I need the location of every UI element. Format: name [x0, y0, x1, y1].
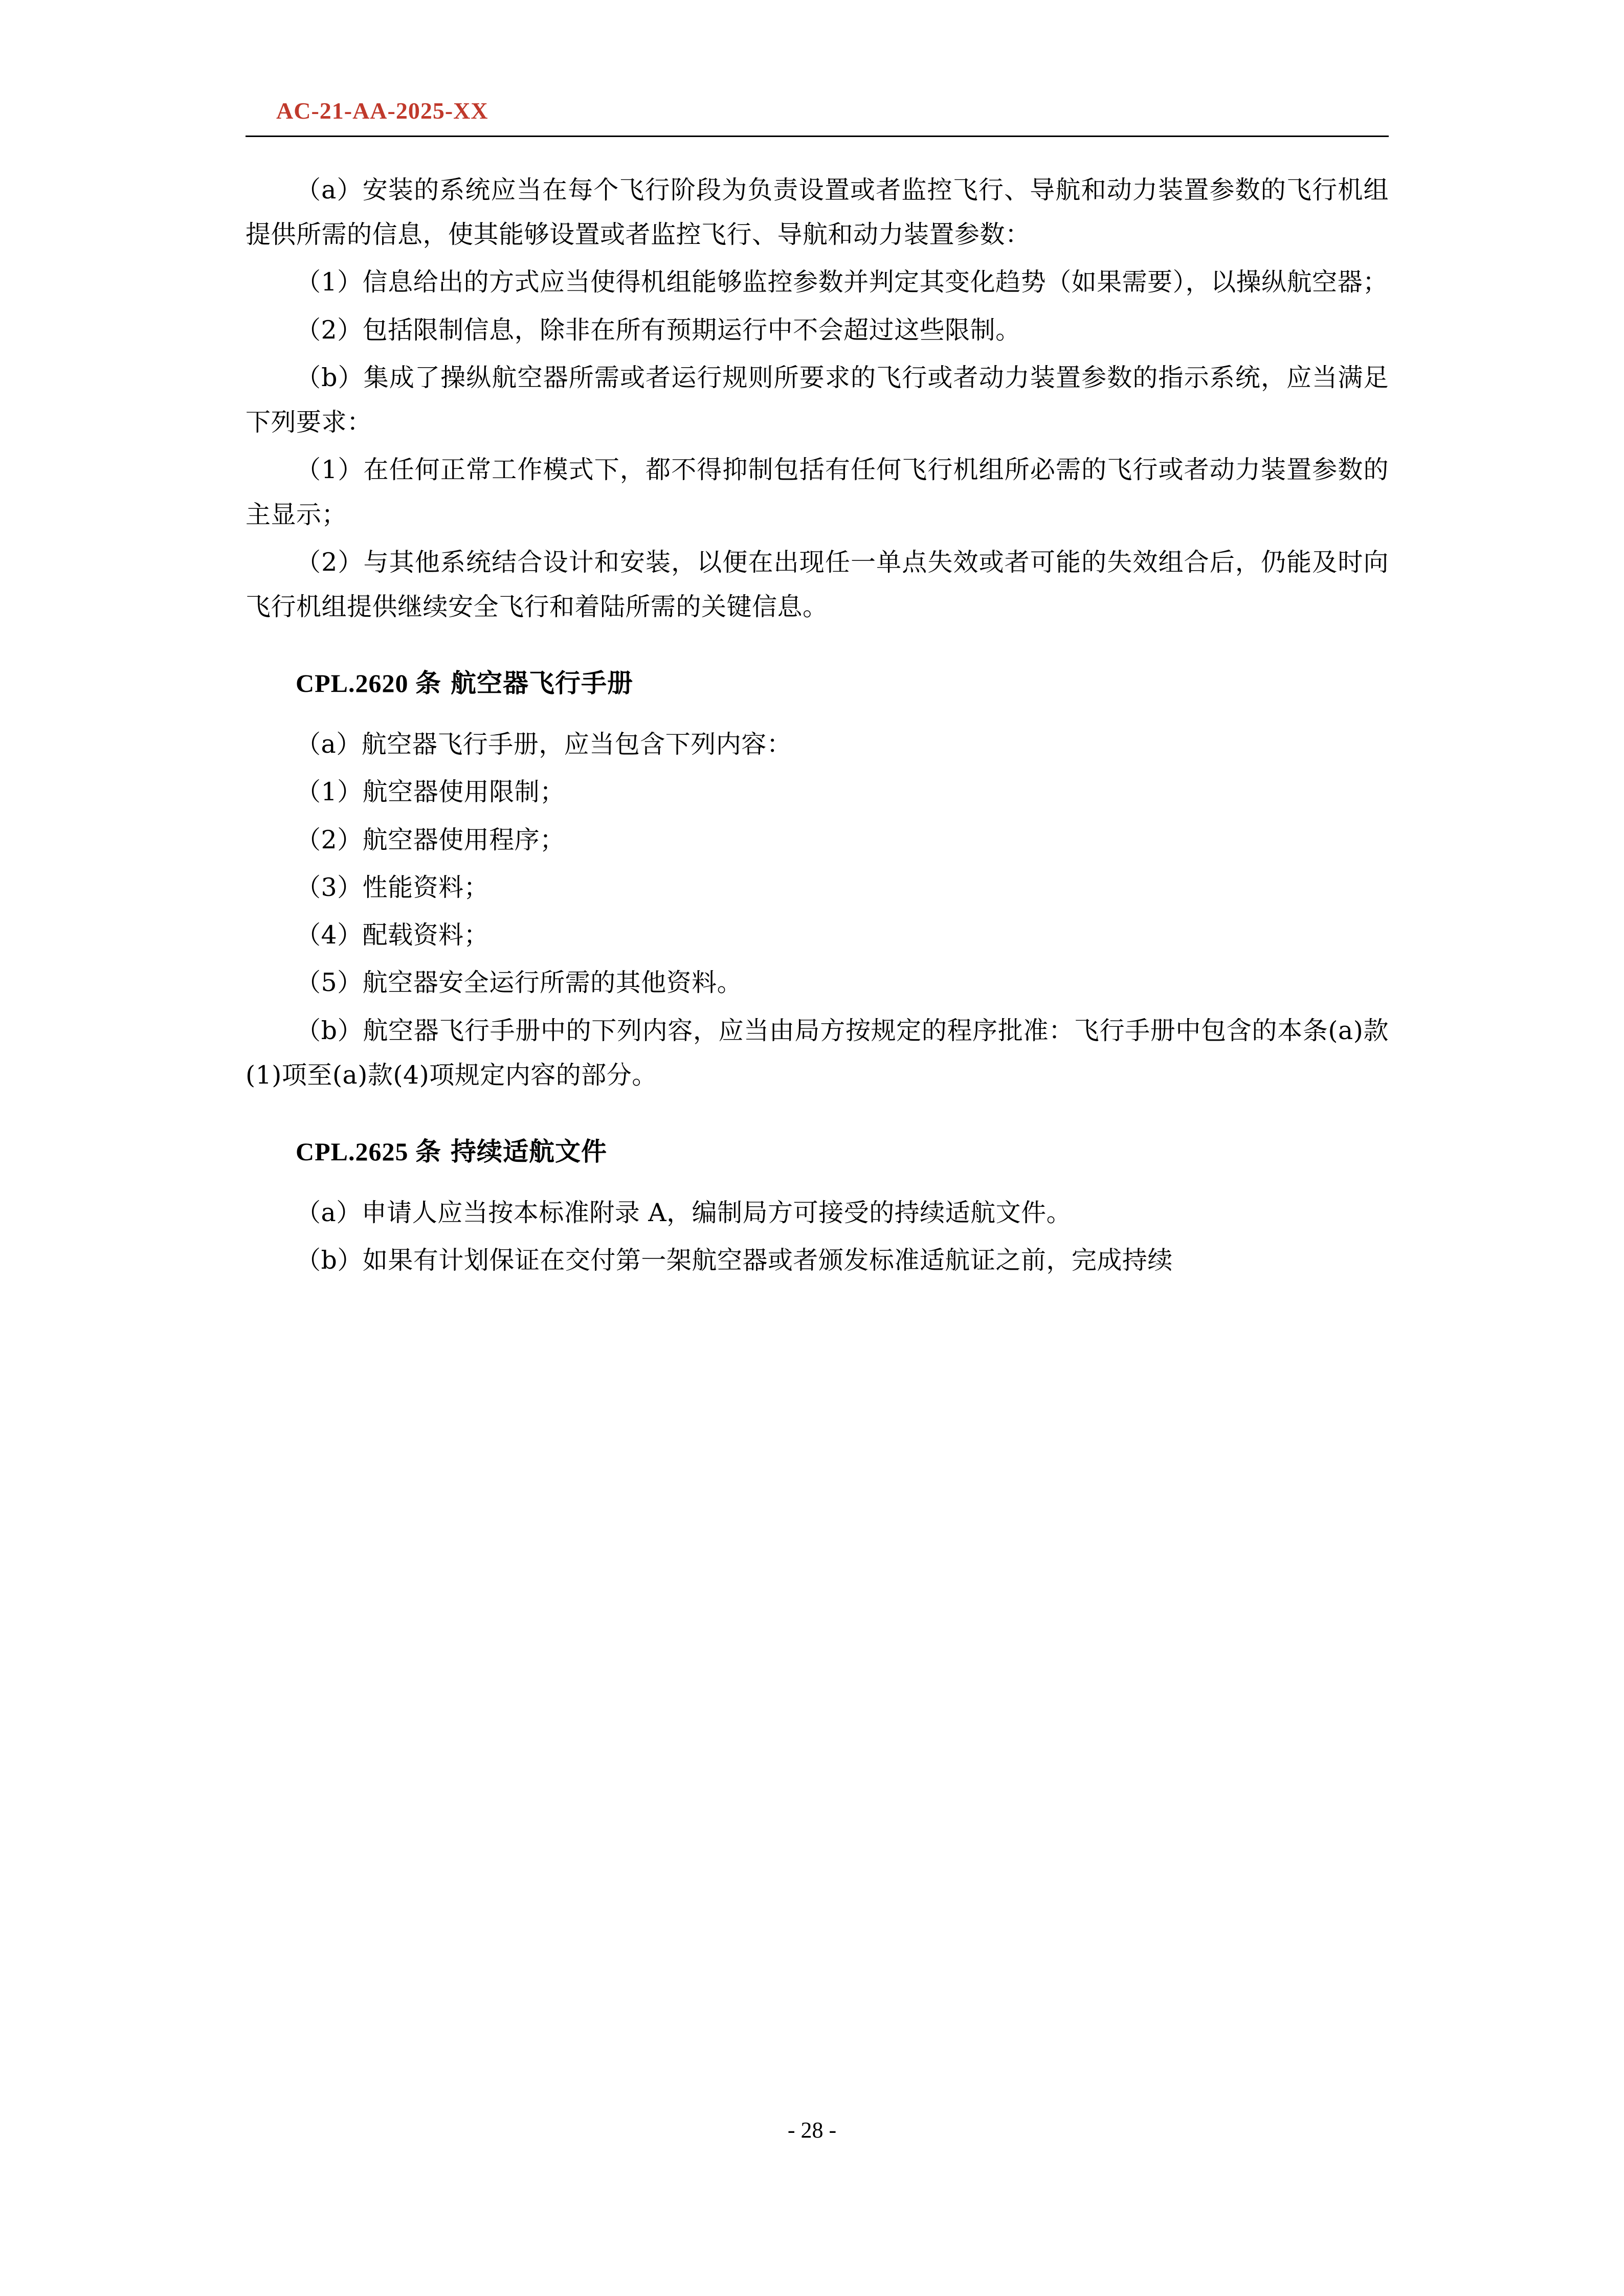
paragraph-b-integrated: （b）集成了操纵航空器所需或者运行规则所要求的飞行或者动力装置参数的指示系统，应当满足下列要求： — [246, 363, 1389, 437]
list-item: （2）航空器使用程序； — [296, 825, 565, 854]
paragraph-b-1: （1）在任何正常工作模式下，都不得抑制包括有任何飞行机组所必需的飞行或者动力装置参数的主显示； — [246, 455, 1389, 529]
list-item: （4）配载资料； — [296, 920, 490, 950]
page-header — [246, 97, 1389, 137]
page-content — [246, 97, 1389, 1286]
paragraph-b-2: （2）与其他系统结合设计和安装，以便在出现任一单点失效或者可能的失效组合后，仍能及时向飞行机组提供继续安全飞行和着陆所需的关键信息。 — [246, 547, 1389, 621]
section-2625-paragraph-b: （b）如果有计划保证在交付第一架航空器或者颁发标准适航证之前，完成持续 — [296, 1246, 1173, 1275]
paragraph-a-2: （2）包括限制信息，除非在所有预期运行中不会超过这些限制。 — [296, 315, 1021, 345]
section-2625-paragraph-a: （a）申请人应当按本标准附录 A，编制局方可接受的持续适航文件。 — [296, 1198, 1072, 1227]
list-item: （1）航空器使用限制； — [296, 777, 565, 807]
section-heading-2625 — [246, 1131, 1389, 1168]
section-number-2620: CPL.2620 条 — [296, 669, 441, 698]
page-number: - 28 - — [787, 2118, 837, 2143]
document-code: AC-21-AA-2025-XX — [276, 98, 488, 124]
paragraph-a-systems: （a）安装的系统应当在每个飞行阶段为负责设置或者监控飞行、导航和动力装置参数的飞行机组提供所需的信息，使其能够设置或者监控飞行、导航和动力装置参数： — [246, 175, 1389, 250]
section-title-2620: 航空器飞行手册 — [451, 669, 633, 698]
section-heading-2620 — [246, 663, 1389, 700]
list-item: （3）性能资料； — [296, 872, 490, 902]
page-footer — [0, 2117, 1624, 2143]
paragraph-a-1: （1）信息给出的方式应当使得机组能够监控参数并判定其变化趋势（如果需要），以操纵航空器； — [296, 267, 1388, 297]
section-2620-intro: （a）航空器飞行手册，应当包含下列内容： — [296, 730, 792, 759]
section-title-2625: 持续适航文件 — [451, 1137, 607, 1166]
list-item: （5）航空器安全运行所需的其他资料。 — [296, 968, 743, 998]
section-2620-closing: （b）航空器飞行手册中的下列内容，应当由局方按规定的程序批准：飞行手册中包含的本条(a)款(1)项至(a)款(4)项规定内容的部分。 — [246, 1016, 1389, 1090]
section-number-2625: CPL.2625 条 — [296, 1137, 441, 1166]
